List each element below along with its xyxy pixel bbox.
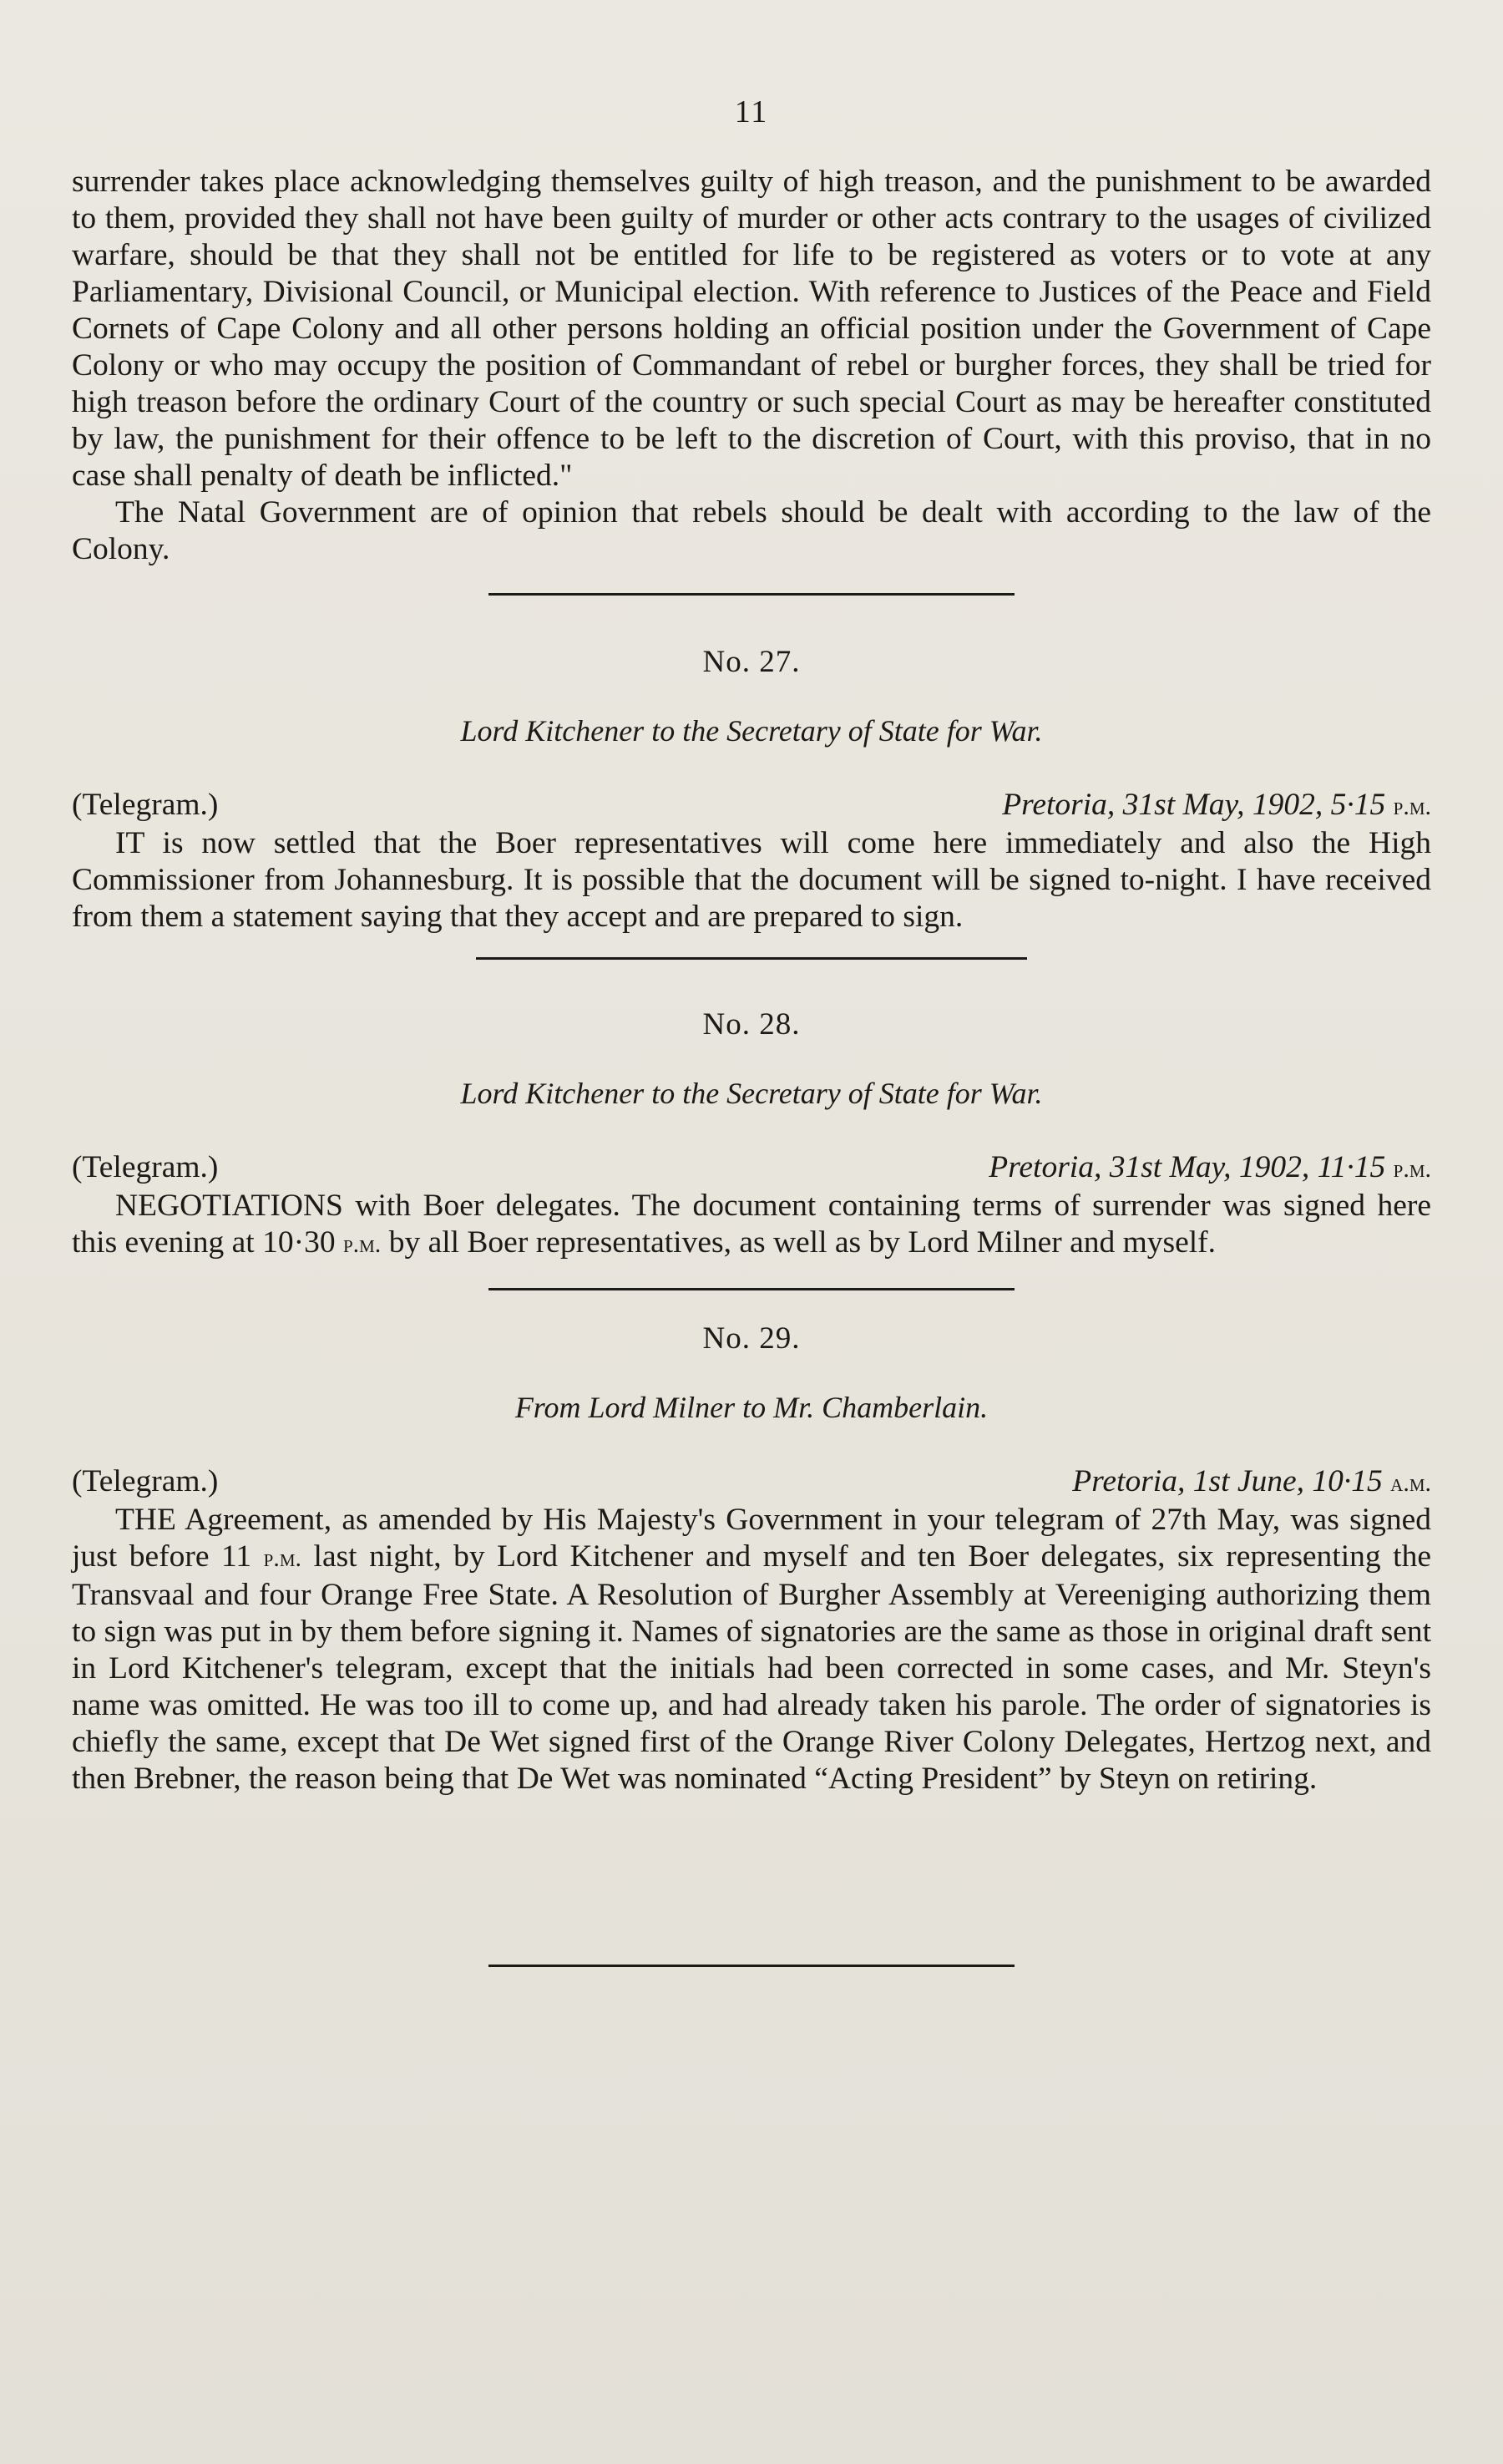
body-text: IT is now settled that the Boer representatives will come here immediately and also the High Commissioner from Johannesburg. It is possible that the document will be signed to-night. I have received from them a statement saying that they accept and are prepared to sign. bbox=[72, 826, 1431, 934]
telegram-dateline bbox=[989, 1149, 1431, 1188]
body-text: by all Boer representatives, as well as by Lord Milner and myself. bbox=[381, 1225, 1217, 1260]
time-suffix: a.m. bbox=[1390, 1469, 1431, 1497]
section-divider bbox=[488, 1288, 1015, 1290]
place-date: Pretoria, 31st May, 1902, 11·15 bbox=[989, 1150, 1386, 1184]
time-suffix: p.m. bbox=[1393, 1155, 1431, 1183]
document-heading: Lord Kitchener to the Secretary of State for War. bbox=[460, 1077, 1043, 1110]
section-divider bbox=[488, 593, 1015, 596]
document-heading: From Lord Milner to Mr. Chamberlain. bbox=[514, 1391, 989, 1424]
place-date: Pretoria, 1st June, 10·15 bbox=[1072, 1464, 1383, 1498]
document-heading: Lord Kitchener to the Secretary of State for War. bbox=[460, 714, 1043, 748]
telegram-line bbox=[72, 1463, 1431, 1502]
telegram-body bbox=[72, 1188, 1431, 1263]
telegram-dateline bbox=[1002, 787, 1431, 825]
body-text: THE Agreement, as amended by His Majesty's Government in your telegram of 27th May, was signed just before 11 bbox=[72, 1503, 1431, 1574]
place-date: Pretoria, 31st May, 1902, 5·15 bbox=[1002, 788, 1386, 822]
time-suffix: p.m. bbox=[1393, 793, 1431, 820]
continued-paragraph: surrender takes place acknowledging themselves guilty of high treason, and the punishment to be awarded to them, provided they shall not have been guilty of murder or other acts contrary to the usages of civilized warfare, should be that they shall not be entitled for life to be registered as voters or to vote at any Parliamentary, Divisional Council, or Municipal election. With reference to Justices of the Peace and Field Cornets of Cape Colony and all other persons holding an official position under the Government of Cape Colony or who may occupy the position of Commandant of rebel or burgher forces, they shall be tried for high treason before the ordinary Court of the country or such special Court as may be hereafter constituted by law, the punishment for their offence to be left to the discretion of Court, with this proviso, that in no case shall penalty of death be inflicted." bbox=[72, 165, 1431, 493]
body-text: last night, by Lord Kitchener and myself and ten Boer delegates, six representing the Transvaal and four Orange Free State. A Resolution of Burgher Assembly at Vereeniging authorizing them to sign was put in by them before signing it. Names of signatories are the same as those in original draft sent in Lord Kitchener's telegram, except that the initials had been corrected in some cases, and Mr. Steyn's name was omitted. He was too ill to come up, and had already taken his parole. The order of signatories is chiefly the same, except that De Wet signed first of the Orange River Colony Delegates, Hertzog next, and then Brebner, the reason being that De Wet was nominated “Acting President” by Steyn on retiring. bbox=[72, 1539, 1431, 1796]
telegram-dateline bbox=[1072, 1463, 1431, 1502]
time-abbrev: p.m. bbox=[342, 1230, 382, 1258]
telegram-label: (Telegram.) bbox=[72, 788, 219, 822]
time-abbrev: p.m. bbox=[263, 1544, 301, 1572]
telegram-body bbox=[72, 1502, 1431, 1797]
page-number: 11 bbox=[734, 94, 769, 129]
telegram-line bbox=[72, 787, 1431, 825]
document-number: No. 27. bbox=[702, 645, 801, 679]
telegram-body bbox=[72, 825, 1431, 935]
end-divider bbox=[488, 1965, 1015, 1967]
section-divider bbox=[476, 957, 1027, 960]
text-column bbox=[72, 164, 1431, 1967]
natal-paragraph: The Natal Government are of opinion that rebels should be dealt with according to the law of the Colony. bbox=[72, 495, 1431, 566]
body-text: NEGOTIATIONS with Boer delegates. The document containing terms of surrender was signed here this evening at 10·30 bbox=[72, 1189, 1431, 1260]
telegram-line bbox=[72, 1149, 1431, 1188]
telegram-label: (Telegram.) bbox=[72, 1150, 219, 1184]
document-number: No. 28. bbox=[702, 1007, 801, 1042]
document-number: No. 29. bbox=[702, 1321, 801, 1356]
telegram-label: (Telegram.) bbox=[72, 1464, 219, 1498]
